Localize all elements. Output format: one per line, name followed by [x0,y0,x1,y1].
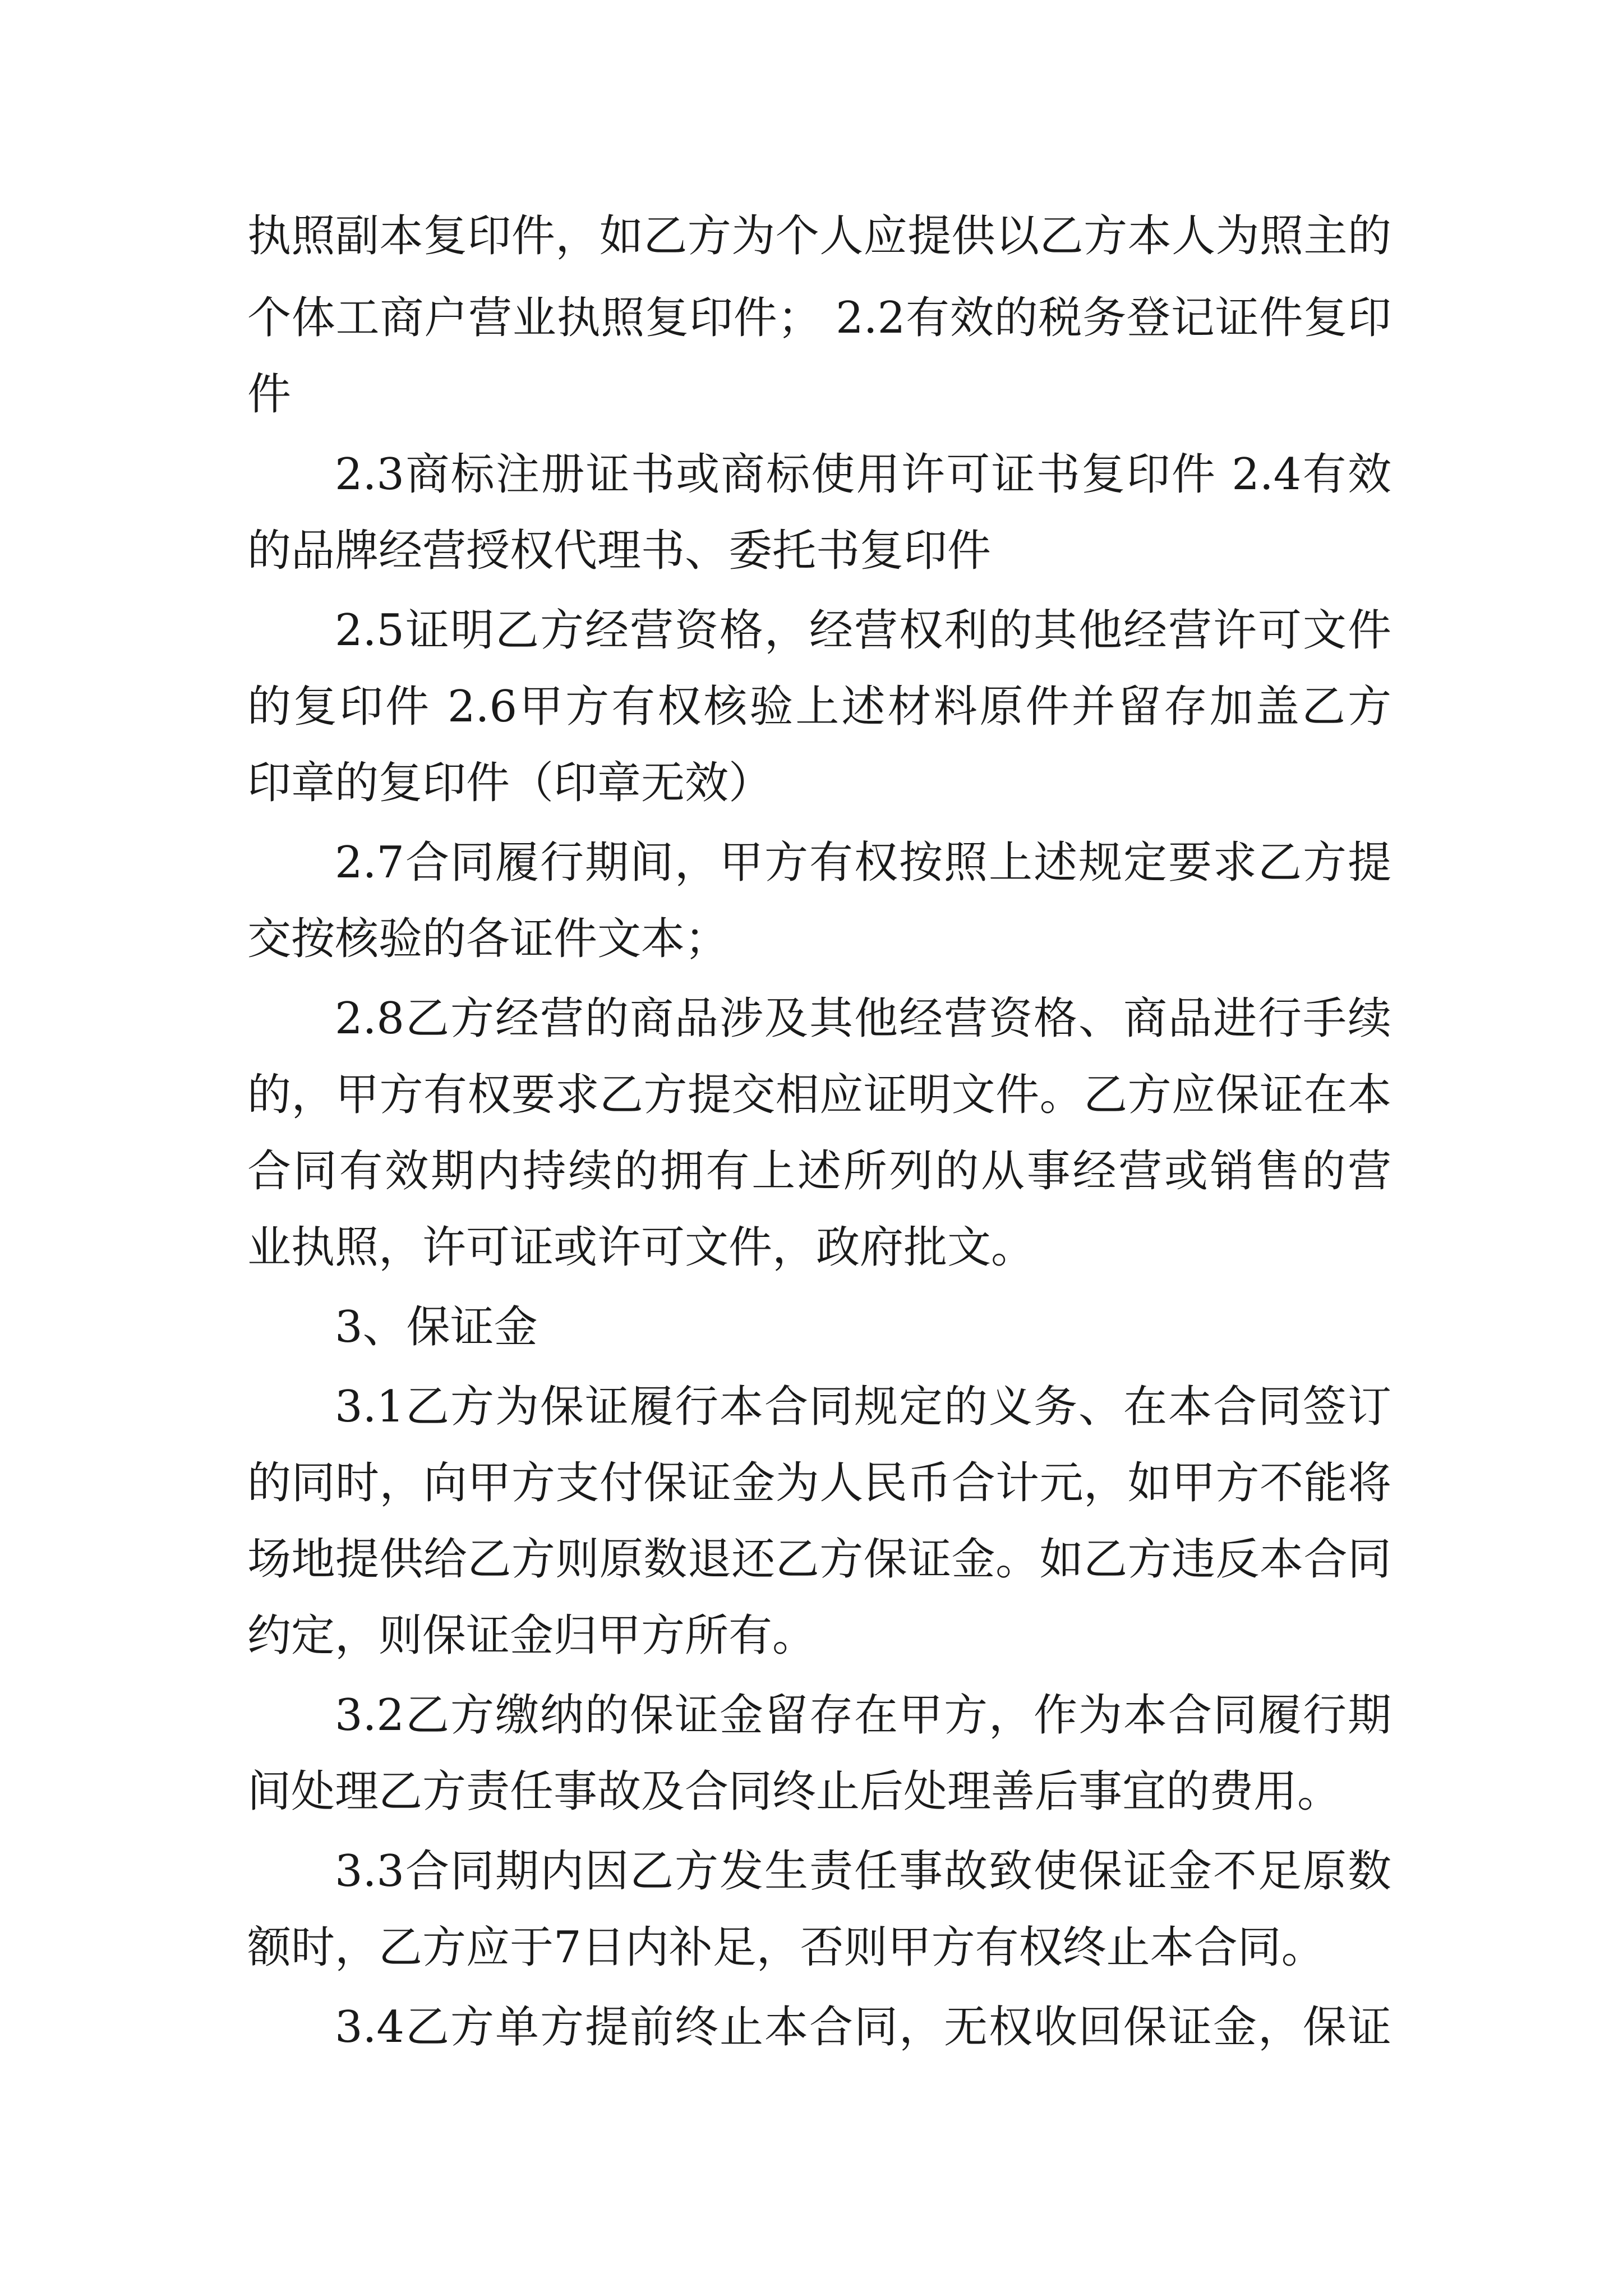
text-line: 业执照，许可证或许可文件，政府批文。 [247,1222,1035,1273]
text-line: 印章的复印件（印章无效） [247,758,773,808]
text-line: 的品牌经营授权代理书、委托书复印件 [247,526,992,576]
text-line: 2.7合同履行期间，甲方有权按照上述规定要求乙方提 [335,838,1391,888]
text-line: 2.5证明乙方经营资格，经营权利的其他经营许可文件 [335,605,1391,656]
text-line: 3.3合同期内因乙方发生责任事故致使保证金不足原数 [335,1846,1391,1897]
text-line: 的同时，向甲方支付保证金为人民币合计元，如甲方不能将 [247,1458,1391,1508]
text-line: 3.2乙方缴纳的保证金留存在甲方，作为本合同履行期 [335,1690,1391,1741]
text-line: 的，甲方有权要求乙方提交相应证明文件。乙方应保证在本 [247,1070,1391,1120]
text-line: 执照副本复印件，如乙方为个人应提供以乙方本人为照主的 [247,211,1391,261]
text-line: 个体工商户营业执照复印件； 2.2有效的税务登记证件复印 [247,293,1391,343]
text-line: 额时，乙方应于7日内补足，否则甲方有权终止本合同。 [247,1922,1325,1973]
text-line: 的复印件 2.6甲方有权核验上述材料原件并留存加盖乙方 [247,682,1391,732]
text-line: 约定，则保证金归甲方所有。 [247,1611,817,1661]
text-line: 合同有效期内持续的拥有上述所列的从事经营或销售的营 [247,1146,1391,1197]
text-line: 3.4乙方单方提前终止本合同，无权收回保证金，保证 [335,2002,1391,2053]
text-line: 场地提供给乙方则原数退还乙方保证金。如乙方违反本合同 [247,1534,1391,1585]
text-line: 间处理乙方责任事故及合同终止后处理善后事宜的费用。 [247,1766,1341,1817]
section-heading: 3、保证金 [335,1302,538,1352]
text-line: 件 [247,369,292,420]
text-line: 交按核验的各证件文本； [247,914,729,964]
text-line: 2.8乙方经营的商品涉及其他经营资格、商品进行手续 [335,993,1391,1044]
text-line: 3.1乙方为保证履行本合同规定的义务、在本合同签订 [335,1382,1391,1432]
text-line: 2.3商标注册证书或商标使用许可证书复印件 2.4有效 [335,449,1391,500]
